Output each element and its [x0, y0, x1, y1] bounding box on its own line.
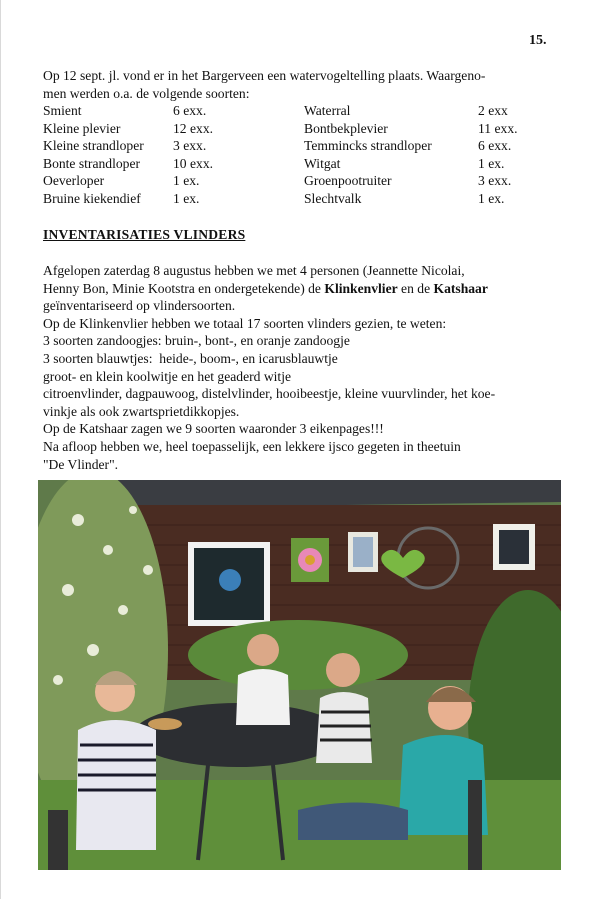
photo-illustration: [38, 480, 561, 870]
window-decoration: [219, 569, 241, 591]
species-count: 1 ex.: [478, 155, 505, 171]
text-line: "De Vlinder".: [43, 456, 119, 472]
page-number: 15.: [529, 33, 547, 48]
text-line: geïnventariseerd op vlindersoorten.: [43, 298, 236, 314]
chair: [468, 780, 482, 870]
species-count: 1 ex.: [478, 190, 505, 206]
species-name: Temmincks strandloper: [304, 138, 432, 154]
species-name: Smient: [43, 103, 82, 118]
butterfly-report-text: [43, 262, 563, 473]
species-name: Witgat: [304, 155, 341, 171]
text-run: en de: [397, 280, 434, 296]
text-run: Henny Bon, Minie Kootstra en ondergetekende) de: [43, 280, 325, 296]
species-name: Bonte strandloper: [43, 155, 141, 171]
text-line: 3 soorten zandoogjes: bruin-, bont-, en oranje zandoogje: [43, 333, 350, 349]
chair: [48, 810, 68, 870]
species-name: Kleine plevier: [43, 120, 121, 136]
species-count: 1 ex.: [173, 173, 200, 189]
group-photo: [38, 480, 561, 870]
table-row: [43, 155, 558, 173]
species-name: Kleine strandloper: [43, 138, 144, 154]
table-row: [43, 190, 558, 208]
table-row: [43, 137, 558, 155]
text-line: Op de Klinkenvlier hebben we totaal 17 soorten vlinders gezien, te weten:: [43, 315, 447, 331]
species-name: Bontbekplevier: [304, 120, 388, 136]
species-name: Slechtvalk: [304, 190, 362, 206]
species-count: 2 exx: [478, 103, 508, 118]
plate: [148, 718, 182, 730]
text-line: citroenvlinder, dagpauwoog, distelvlinder, hooibeestje, kleine vuurvlinder, het koe-: [43, 386, 496, 402]
text-line: vinkje als ook zwartsprietdikkopjes.: [43, 403, 240, 419]
table-row: [43, 102, 558, 120]
middle-plants: [188, 620, 408, 690]
text-line: Na afloop hebben we, heel toepasselijk, een lekkere ijsco gegeten in theetuin: [43, 438, 461, 454]
text-line: Op de Katshaar zagen we 9 soorten waaronder 3 eikenpages!!!: [43, 421, 384, 437]
text-line: [43, 280, 563, 298]
species-name: Waterral: [304, 103, 351, 118]
species-count: 3 exx.: [173, 138, 207, 154]
section-heading: INVENTARISATIES VLINDERS: [43, 227, 246, 242]
intro-line-1: Op 12 sept. jl. vond er in het Bargerveen een watervogeltelling plaats. Waargeno-: [43, 68, 486, 83]
species-table: [43, 102, 558, 208]
species-name: Oeverloper: [43, 173, 105, 189]
location-name: Klinkenvlier: [324, 280, 398, 296]
species-count: 3 exx.: [478, 173, 512, 189]
intro-text: [43, 67, 563, 102]
table-row: [43, 120, 558, 138]
text-line: 3 soorten blauwtjes: heide-, boom-, en icarusblauwtje: [43, 350, 338, 366]
species-count: 11 exx.: [478, 120, 518, 136]
species-count: 12 exx.: [173, 120, 214, 136]
species-count: 1 ex.: [173, 190, 200, 206]
species-name: Bruine kiekendief: [43, 190, 141, 206]
table-row: [43, 172, 558, 190]
species-count: 6 exx.: [478, 138, 512, 154]
species-name: Groenpootruiter: [304, 173, 392, 189]
text-line: groot- en klein koolwitje en het geaderd witje: [43, 368, 292, 384]
species-count: 10 exx.: [173, 155, 214, 171]
location-name: Katshaar: [433, 280, 488, 296]
species-count: 6 exx.: [173, 103, 207, 118]
text-line: Afgelopen zaterdag 8 augustus hebben we met 4 personen (Jeannette Nicolai,: [43, 263, 465, 278]
intro-line-2: men werden o.a. de volgende soorten:: [43, 85, 250, 101]
